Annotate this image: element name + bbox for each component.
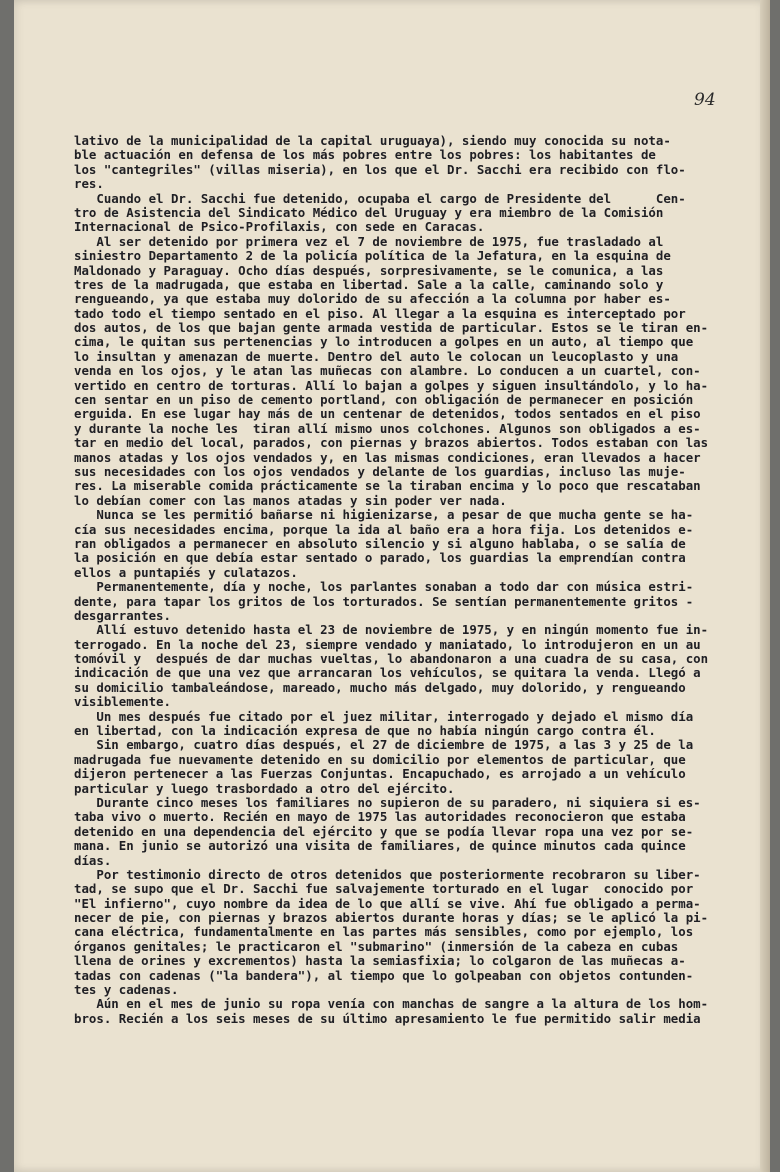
text-line: terrogado. En la noche del 23, siempre vendado y maniatado, lo introdujeron en un au <box>74 637 701 652</box>
text-line: res. La miserable comida prácticamente se la tiraban encima y lo poco que rescataban <box>74 479 701 494</box>
text-line: Al ser detenido por primera vez el 7 de noviembre de 1975, fue trasladado al <box>74 234 664 249</box>
text-line: Allí estuvo detenido hasta el 23 de noviembre de 1975, y en ningún momento fue in- <box>74 623 709 638</box>
text-line: particular y luego trasbordado a otro del ejército. <box>74 781 455 796</box>
text-line: "El infierno", cuyo nombre da idea de lo que allí se vive. Ahí fue obligado a perma- <box>74 896 701 911</box>
text-line: tado todo el tiempo sentado en el piso. Al llegar a la esquina es interceptado por <box>74 306 686 321</box>
text-line: visiblemente. <box>74 695 171 710</box>
page-number: 94 <box>694 90 716 110</box>
text-line: en libertad, con la indicación expresa de que no había ningún cargo contra él. <box>74 724 656 739</box>
text-line: bros. Recién a los seis meses de su último apresamiento le fue permitido salir media <box>74 1011 701 1026</box>
text-line: órganos genitales; le practicaron el "submarino" (inmersión de la cabeza en cubas <box>74 939 679 954</box>
text-line: res. <box>74 177 104 192</box>
text-line: detenido en una dependencia del ejército y que se podía llevar ropa una vez por se- <box>74 824 694 839</box>
text-line: Un mes después fue citado por el juez militar, interrogado y dejado el mismo día <box>74 709 694 724</box>
text-line: taba vivo o muerto. Recién en mayo de 1975 las autoridades reconocieron que estaba <box>74 810 686 825</box>
text-line: dos autos, de los que bajan gente armada vestida de particular. Estos se le tiran en- <box>74 321 709 336</box>
text-line: Aún en el mes de junio su ropa venía con manchas de sangre a la altura de los hom- <box>74 997 709 1012</box>
text-line: siniestro Departamento 2 de la policía política de la Jefatura, en la esquina de <box>74 249 671 264</box>
text-line: tadas con cadenas ("la bandera"), al tiempo que lo golpeaban con objetos contunden- <box>74 968 694 983</box>
text-line: tomóvil y después de dar muchas vueltas, lo abandonaron a una cuadra de su casa, con <box>74 652 709 667</box>
text-line: lo insultan y amenazan de muerte. Dentro del auto le colocan un leucoplasto y una <box>74 349 679 364</box>
text-line: Permanentemente, día y noche, los parlantes sonaban a todo dar con música estri- <box>74 580 694 595</box>
text-line: dente, para tapar los gritos de los torturados. Se sentían permanentemente gritos - <box>74 594 694 609</box>
text-line: días. <box>74 853 112 868</box>
text-line: Internacional de Psico-Profilaxis, con sede en Caracas. <box>74 220 485 235</box>
text-line: tad, se supo que el Dr. Sacchi fue salvajemente torturado en el lugar conocido por <box>74 882 694 897</box>
text-line: desgarrantes. <box>74 608 171 623</box>
text-line: y durante la noche les tiran allí mismo unos colchones. Algunos son obligados a es- <box>74 421 701 436</box>
text-line: cima, le quitan sus pertenencias y lo introducen a golpes en un auto, al tiempo que <box>74 335 694 350</box>
text-line: sus necesidades con los ojos vendados y delante de los guardias, incluso las muje- <box>74 464 686 479</box>
text-line: dijeron pertenecer a las Fuerzas Conjuntas. Encapuchado, es arrojado a un vehículo <box>74 767 686 782</box>
text-line: tro de Asistencia del Sindicato Médico del Uruguay y era miembro de la Comisión <box>74 205 664 220</box>
text-line: madrugada fue nuevamente detenido en su domicilio por elementos de particular, que <box>74 752 686 767</box>
text-line: cen sentar en un piso de cemento portland, con obligación de permanecer en posición <box>74 393 694 408</box>
text-line: tar en medio del local, parados, con piernas y brazos abiertos. Todos estaban con las <box>74 436 709 451</box>
page-edge-shadow <box>760 0 770 1172</box>
text-line: su domicilio tambaleándose, mareado, mucho más delgado, muy dolorido, y rengueando <box>74 680 686 695</box>
text-line: Durante cinco meses los familiares no supieron de su paradero, ni siquiera si es- <box>74 795 701 810</box>
body-text <box>74 134 744 1026</box>
text-line: tres de la madrugada, que estaba en libertad. Sale a la calle, caminando solo y <box>74 277 664 292</box>
text-line: Sin embargo, cuatro días después, el 27 de diciembre de 1975, a las 3 y 25 de la <box>74 738 694 753</box>
text-line: rengueando, ya que estaba muy dolorido de su afección a la columna por haber es- <box>74 292 671 307</box>
text-line: venda en los ojos, y le atan las muñecas con alambre. Lo conducen a un cuartel, con- <box>74 364 701 379</box>
text-line: Maldonado y Paraguay. Ocho días después, sorpresivamente, se le comunica, a las <box>74 263 664 278</box>
text-line: manos atadas y los ojos vendados y, en las mismas condiciones, eran llevados a hacer <box>74 450 701 465</box>
text-line: indicación de que una vez que arrancaran los vehículos, se quitara la venda. Llegó a <box>74 666 701 681</box>
text-line: ble actuación en defensa de los más pobres entre los pobres: los habitantes de <box>74 148 656 163</box>
text-line: ellos a puntapiés y culatazos. <box>74 565 298 580</box>
text-line: necer de pie, con piernas y brazos abiertos durante horas y días; se le aplicó la pi- <box>74 911 709 926</box>
text-line: cana eléctrica, fundamentalmente en las partes más sensibles, como por ejemplo, los <box>74 925 694 940</box>
text-line: lativo de la municipalidad de la capital uruguaya), siendo muy conocida su nota- <box>74 134 671 148</box>
text-line: erguida. En ese lugar hay más de un centenar de detenidos, todos sentados en el piso <box>74 407 701 422</box>
text-line: llena de orines y excrementos) hasta la semiasfixia; lo colgaron de las muñecas a- <box>74 954 686 969</box>
text-line: tes y cadenas. <box>74 983 179 998</box>
text-line: los "cantegriles" (villas miseria), en los que el Dr. Sacchi era recibido con flo- <box>74 162 686 177</box>
text-line: Cuando el Dr. Sacchi fue detenido, ocupaba el cargo de Presidente del Cen- <box>74 191 686 206</box>
text-line: mana. En junio se autorizó una visita de familiares, de quince minutos cada quince <box>74 839 686 854</box>
text-line: Nunca se les permitió bañarse ni higienizarse, a pesar de que mucha gente se ha- <box>74 508 694 523</box>
document-page <box>14 0 770 1172</box>
text-line: vertido en centro de torturas. Allí lo bajan a golpes y siguen insultándolo, y lo ha- <box>74 378 709 393</box>
text-line: la posición en que debía estar sentado o parado, los guardias la emprendían contra <box>74 551 686 566</box>
text-line: lo debían comer con las manos atadas y sin poder ver nada. <box>74 493 507 508</box>
text-line: ran obligados a permanecer en absoluto silencio y si alguno hablaba, o se salía de <box>74 536 686 551</box>
text-line: cía sus necesidades encima, porque la ida al baño era a hora fija. Los detenidos e- <box>74 522 694 537</box>
text-line: Por testimonio directo de otros detenidos que posteriormente recobraron su liber- <box>74 867 701 882</box>
